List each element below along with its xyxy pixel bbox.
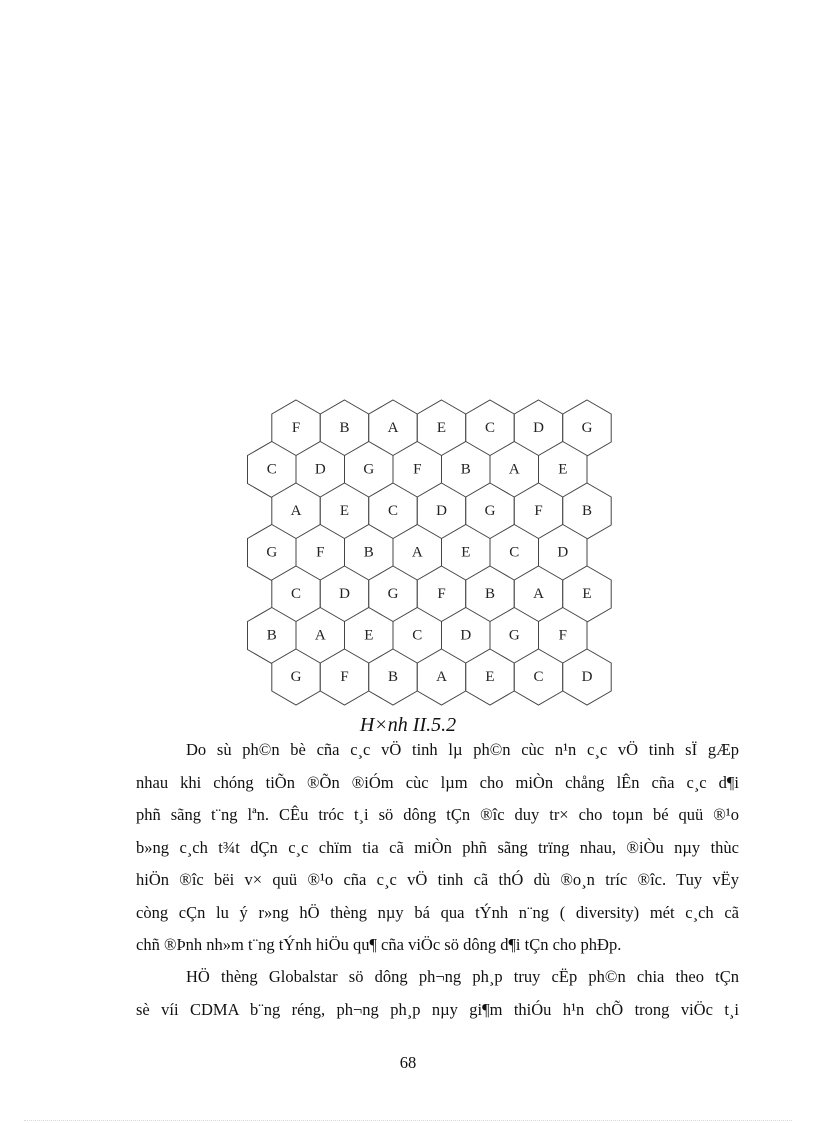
hex-cell-label: F xyxy=(534,503,543,519)
hex-cell-label: C xyxy=(266,461,277,478)
hex-cell-label: A xyxy=(436,669,447,685)
hex-cell-label: E xyxy=(558,461,568,478)
hex-cell-label: A xyxy=(411,544,423,561)
hex-cell-label: C xyxy=(290,586,302,602)
hex-cell-label: A xyxy=(387,420,399,436)
text-line: b»ng c¸ch t¾t dÇn c¸c chïm tia cã miÒn phñ sãng trïng nhau, ®iÒu nµy thùc xyxy=(136,837,739,857)
hex-cell-label: D xyxy=(314,461,326,478)
hex-cell-label: D xyxy=(460,627,472,644)
hex-cell-label: D xyxy=(339,586,350,602)
hex-cell-label: C xyxy=(484,420,496,436)
hex-cell-label: B xyxy=(266,627,277,644)
hex-cell-label: G xyxy=(266,544,278,561)
hex-cell-label: F xyxy=(340,669,349,685)
text-line: hiÖn ®îc bëi v× quü ®¹o cña c¸c vÖ tinh cã thÓ dù ®o¸n tríc ®îc. Tuy vËy xyxy=(136,870,739,889)
text-line: sè víi CDMA b¨ng réng, ph¬ng ph¸p nµy gi¶m thiÓu h¹n chÕ trong viÖc t¸i xyxy=(136,999,739,1019)
hex-cell-label: G xyxy=(581,420,593,436)
hex-cell-label: E xyxy=(364,627,374,644)
hex-cell-label: G xyxy=(387,586,399,602)
paragraph-1 xyxy=(136,734,739,962)
hex-cell-label: C xyxy=(412,627,423,644)
hex-cell-label: F xyxy=(558,627,567,644)
hex-cell-label: F xyxy=(437,586,446,602)
hex-cell-label: A xyxy=(290,503,302,519)
hex-cell-label: F xyxy=(413,461,422,478)
page-bottom-rule xyxy=(24,1120,792,1121)
paragraph-2 xyxy=(136,961,739,1026)
hex-cell-label: F xyxy=(291,420,301,436)
hex-cell-label: B xyxy=(363,544,374,561)
hex-cell-label: G xyxy=(484,503,496,519)
hex-cell-label: B xyxy=(339,420,350,436)
text-line: nhau khi chóng tiÕn ®Õn ®iÓm cùc lµm cho miÒn chång lÊn cña c¸c d¶i xyxy=(136,772,739,792)
text-line: chñ ®Þnh nh»m t¨ng tÝnh hiÖu qu¶ cña viÖc sö dông d¶i tÇn cho phÐp. xyxy=(136,935,622,954)
hex-cell-label: E xyxy=(485,669,495,685)
text-line: Do sù ph©n bè cña c¸c vÖ tinh lµ ph©n cùc n¹n c¸c vÖ tinh sÏ gÆp xyxy=(186,740,739,759)
hex-cell-label: B xyxy=(581,503,593,519)
hex-cell-label: E xyxy=(461,544,471,561)
figure-caption: H×nh II.5.2 xyxy=(359,714,457,736)
hex-cell-label: A xyxy=(508,461,520,478)
hex-cell-label: E xyxy=(582,586,592,602)
text-line: HÖ thèng Globalstar sö dông ph¬ng ph¸p truy cËp ph©n chia theo tÇn xyxy=(186,967,739,986)
hex-cell-label: C xyxy=(509,544,520,561)
hex-cell-label: F xyxy=(316,544,325,561)
hex-cell-label: G xyxy=(508,627,520,644)
hex-cell-label: B xyxy=(484,586,496,602)
hex-cell-label: D xyxy=(436,503,447,519)
text-line: phñ sãng t¨ng lªn. CÊu tróc t¸i sö dông tÇn ®îc duy tr× cho toµn bé quü ®¹o xyxy=(136,805,739,824)
hex-cell-label: A xyxy=(314,627,326,644)
hex-cell-label: B xyxy=(460,461,471,478)
hex-cell-label: A xyxy=(533,586,544,602)
hex-cell-label: B xyxy=(387,669,399,685)
hex-cell-label: E xyxy=(339,503,350,519)
hex-cell-label: D xyxy=(533,420,544,436)
hex-cell-label: C xyxy=(387,503,399,519)
hex-cell-label: D xyxy=(557,544,569,561)
hex-cell-label: C xyxy=(533,669,544,685)
hex-cell-label: G xyxy=(290,669,302,685)
hex-cell-label: D xyxy=(581,669,593,685)
text-line: còng cÇn lu ý r»ng hÖ thèng nµy bá qua tÝnh n¨ng ( diversity) mét c¸ch cã xyxy=(136,902,739,922)
page-number: 68 xyxy=(399,1053,417,1072)
hex-cell-label: E xyxy=(436,420,447,436)
hex-cell-label: G xyxy=(363,461,375,478)
